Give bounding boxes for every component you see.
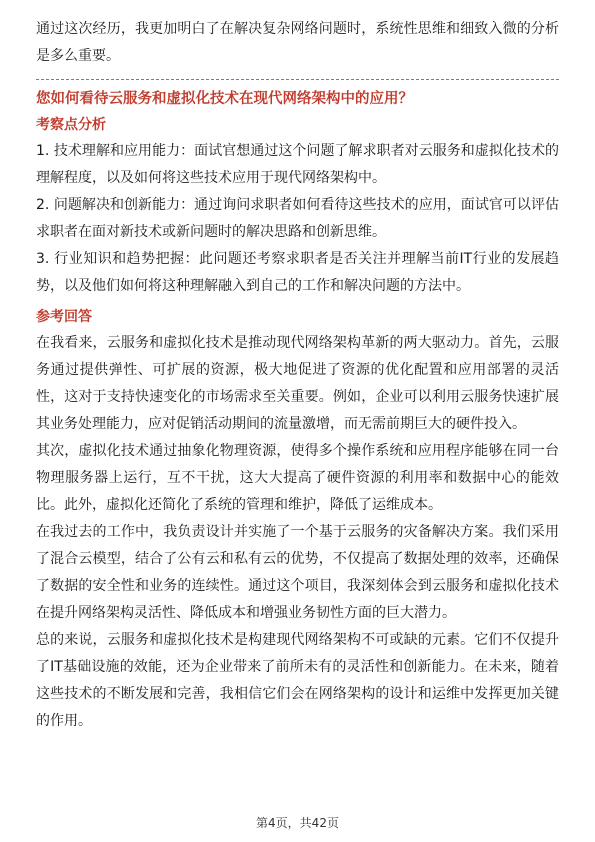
- reference-paragraph-1: 在我看来，云服务和虚拟化技术是推动现代网络架构革新的两大驱动力。首先，云服务通过提供弹性、可扩展的资源，极大地促进了资源的优化配置和应用部署的灵活性，这对于支持快速变化的市场需求至关重要。例如，企业可以利用云服务快速扩展其业务处理能力，应对促销活动期间的流量激增，而无需前期巨大的硬件投入。: [36, 335, 559, 432]
- analysis-point-1: 1. 技术理解和应用能力：面试官想通过这个问题了解求职者对云服务和虚拟化技术的理解程度，以及如何将这些技术应用于现代网络架构中。: [36, 143, 559, 186]
- reference-paragraph-4: 总的来说，云服务和虚拟化技术是构建现代网络架构不可或缺的元素。它们不仅提升了IT基础设施的效能，还为企业带来了前所未有的灵活性和创新能力。在未来，随着这些技术的不断发展和完善，我相信它们会在网络架构的设计和运维中发挥更加关键的作用。: [36, 632, 559, 729]
- page-number-footer: 第4页，共42页: [256, 816, 339, 830]
- analysis-point-2: 2. 问题解决和创新能力：通过询问求职者如何看待这些技术的应用，面试官可以评估求职者在面对新技术或新问题时的解决思路和创新思维。: [36, 197, 559, 240]
- analysis-point-3: 3. 行业知识和趋势把握：此问题还考察求职者是否关注并理解当前IT行业的发展趋势，以及他们如何将这种理解融入到自己的工作和解决问题的方法中。: [36, 251, 559, 294]
- reference-paragraph-2: 其次，虚拟化技术通过抽象化物理资源，使得多个操作系统和应用程序能够在同一台物理服务器上运行，互不干扰，这大大提高了硬件资源的利用率和数据中心的能效比。此外，虚拟化还简化了系统的管理和维护，降低了运维成本。: [36, 443, 559, 513]
- analysis-title: 考察点分析: [36, 117, 106, 133]
- reference-paragraph-3: 在我过去的工作中，我负责设计并实施了一个基于云服务的灾备解决方案。我们采用了混合云模型，结合了公有云和私有云的优势，不仅提高了数据处理的效率，还确保了数据的安全性和业务的连续性。通过这个项目，我深刻体会到云服务和虚拟化技术在提升网络架构灵活性、降低成本和增强业务韧性方面的巨大潜力。: [36, 524, 559, 621]
- intro-paragraph: 通过这次经历，我更加明白了在解决复杂网络问题时，系统性思维和细致入微的分析是多么重要。: [36, 21, 559, 64]
- document-page: [36, 16, 559, 735]
- reference-title: 参考回答: [36, 309, 92, 325]
- section-divider: [36, 79, 559, 80]
- question-heading: 您如何看待云服务和虚拟化技术在现代网络架构中的应用？: [36, 91, 413, 107]
